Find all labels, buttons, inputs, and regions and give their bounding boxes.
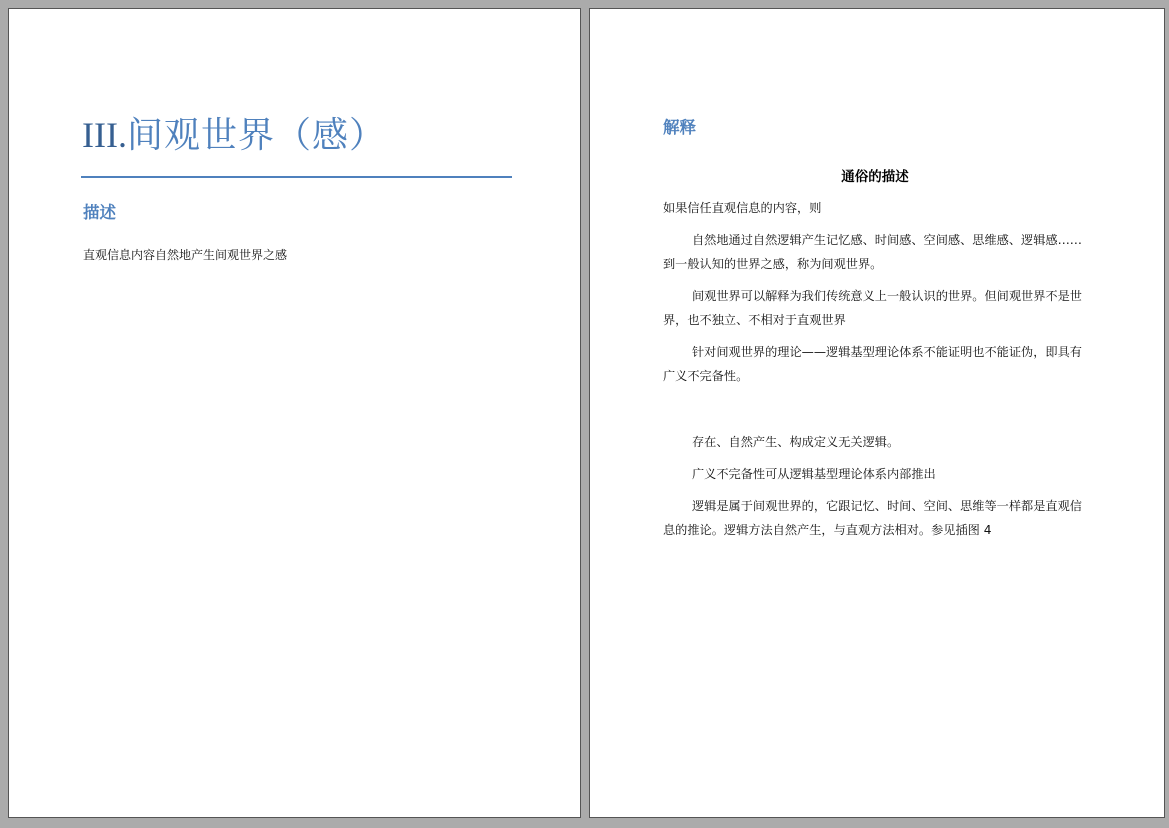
- paragraph-line: 界，也不独立、不相对于直观世界: [663, 313, 846, 327]
- section-heading-description: 描述: [83, 203, 116, 222]
- description-body-text: 直观信息内容自然地产生间观世界之感: [83, 248, 288, 262]
- paragraph-line: 逻辑是属于间观世界的，它跟记忆、时间、空间、思维等一样都是直观信: [692, 499, 1082, 513]
- title-numeral: III.: [82, 115, 127, 155]
- section-heading-explanation: 解释: [663, 118, 696, 137]
- title-text: 间观世界（感）: [126, 115, 386, 156]
- paragraph-1: [663, 228, 1087, 276]
- title-underline-divider: [81, 176, 512, 178]
- paragraph-5: [663, 462, 1087, 486]
- paragraph-line: 息的推论。逻辑方法自然产生，与直观方法相对。参见插图 4: [663, 523, 992, 537]
- paragraph-line: 间观世界可以解释为我们传统意义上一般认识的世界。但间观世界不是世: [692, 289, 1082, 303]
- paragraph-6: [663, 494, 1087, 542]
- paragraph-line: 针对间观世界的理论——逻辑基型理论体系不能证明也不能证伪，即具有: [692, 345, 1082, 359]
- paragraph-line: 自然地通过自然逻辑产生记忆感、时间感、空间感、思维感、逻辑感……: [692, 233, 1082, 247]
- page-title: [82, 117, 386, 154]
- paragraph-line: 广义不完备性可从逻辑基型理论体系内部推出: [692, 467, 936, 481]
- paragraph-line: 存在、自然产生、构成定义无关逻辑。: [692, 435, 900, 449]
- paragraph-line: 如果信任直观信息的内容，则: [663, 201, 822, 215]
- subtitle-plain-description: 通俗的描述: [841, 169, 909, 185]
- paragraph-3: [663, 340, 1087, 388]
- paragraph-2: [663, 284, 1087, 332]
- paragraph-4: [663, 430, 1087, 454]
- document-page-left: [8, 8, 581, 818]
- explanation-body: [663, 196, 1087, 550]
- paragraph-line: 广义不完备性。: [663, 369, 749, 383]
- paragraph-line: 到一般认知的世界之感，称为间观世界。: [663, 257, 883, 271]
- document-page-right: [589, 8, 1165, 818]
- blank-line-spacer: [663, 396, 1087, 430]
- intro-paragraph: [663, 196, 1087, 220]
